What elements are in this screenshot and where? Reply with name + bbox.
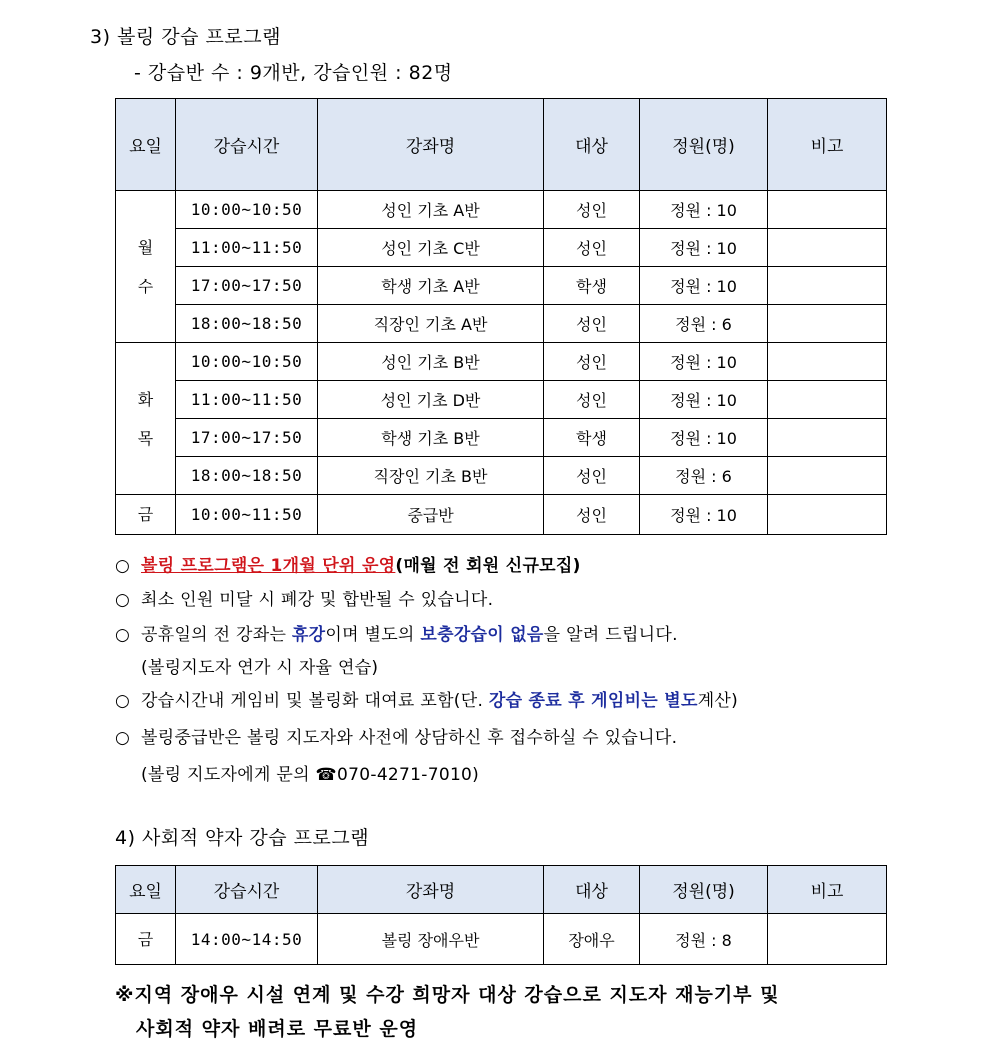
table-row [116, 914, 887, 965]
note-cell [768, 343, 887, 381]
phone-number: 070-4271-7010) [337, 765, 480, 785]
note-1-red: 볼링 프로그램은 1개월 단위 운영 [141, 556, 396, 576]
target-cell: 학생 [544, 419, 640, 457]
header-day: 요일 [116, 99, 176, 191]
header-capacity: 정원(명) [640, 866, 768, 914]
section4-title: 4) 사회적 약자 강습 프로그램 [115, 827, 370, 849]
capacity-cell: 정원 : 10 [640, 419, 768, 457]
note-3-sub: (볼링지도자 연가 시 자율 연습) [141, 658, 379, 678]
course-cell: 학생 기초 B반 [318, 419, 544, 457]
capacity-cell: 정원 : 10 [640, 191, 768, 229]
course-cell: 중급반 [318, 495, 544, 535]
target-cell: 성인 [544, 191, 640, 229]
footer-line-1: ※지역 장애우 시설 연계 및 수강 희망자 대상 강습으로 지도자 재능기부 및 [115, 984, 780, 1006]
header-target: 대상 [544, 99, 640, 191]
note-5-sub [141, 760, 479, 785]
target-cell: 학생 [544, 267, 640, 305]
header-target: 대상 [544, 866, 640, 914]
note-1-bold: (매월 전 회원 신규모집) [395, 556, 581, 576]
day-cell: 금 [116, 914, 176, 965]
note-5-text: 볼링중급반은 볼링 지도자와 사전에 상담하신 후 접수하실 수 있습니다. [141, 728, 678, 748]
target-cell: 성인 [544, 229, 640, 267]
note-3-text-c: 이며 별도의 [325, 625, 421, 645]
bullet-icon: ○ [115, 691, 131, 711]
course-cell: 성인 기초 C반 [318, 229, 544, 267]
note-3 [115, 620, 678, 645]
table-row [116, 457, 887, 495]
target-cell: 성인 [544, 495, 640, 535]
time-cell: 10:00~10:50 [176, 191, 318, 229]
header-course: 강좌명 [318, 99, 544, 191]
note-3-text-a: 공휴일의 전 강좌는 [141, 625, 292, 645]
table-header-row [116, 866, 887, 914]
note-5 [115, 723, 677, 748]
note-cell [768, 229, 887, 267]
table-row [116, 381, 887, 419]
capacity-cell: 정원 : 10 [640, 267, 768, 305]
note-cell [768, 419, 887, 457]
note-5-sub-text: (볼링 지도자에게 문의 [141, 765, 316, 785]
capacity-cell: 정원 : 10 [640, 343, 768, 381]
note-3-no-makeup: 보충강습이 없음 [420, 625, 544, 645]
note-cell [768, 191, 887, 229]
note-3-text-e: 을 알려 드립니다. [543, 625, 678, 645]
note-cell [768, 267, 887, 305]
special-program-table [115, 865, 887, 965]
bullet-icon: ○ [115, 556, 131, 576]
target-cell: 성인 [544, 381, 640, 419]
table-row [116, 267, 887, 305]
time-cell: 10:00~11:50 [176, 495, 318, 535]
section3-subtitle: - 강습반 수 : 9개반, 강습인원 : 82명 [134, 62, 453, 84]
course-cell: 볼링 장애우반 [318, 914, 544, 965]
course-cell: 성인 기초 B반 [318, 343, 544, 381]
bowling-schedule-table [115, 98, 887, 535]
day-cell: 금 [116, 495, 176, 535]
time-cell: 10:00~10:50 [176, 343, 318, 381]
note-cell [768, 305, 887, 343]
day-cell: 화 목 [116, 343, 176, 495]
course-cell: 성인 기초 D반 [318, 381, 544, 419]
target-cell: 성인 [544, 457, 640, 495]
time-cell: 11:00~11:50 [176, 229, 318, 267]
note-1 [115, 551, 581, 576]
note-cell [768, 495, 887, 535]
note-cell [768, 457, 887, 495]
course-cell: 학생 기초 A반 [318, 267, 544, 305]
note-4-extra-fee: 강습 종료 후 게임비는 별도 [488, 691, 698, 711]
header-time: 강습시간 [176, 99, 318, 191]
header-day: 요일 [116, 866, 176, 914]
bullet-icon: ○ [115, 728, 131, 748]
time-cell: 18:00~18:50 [176, 305, 318, 343]
bullet-icon: ○ [115, 590, 131, 610]
table-row [116, 343, 887, 381]
table-row [116, 495, 887, 535]
target-cell: 성인 [544, 343, 640, 381]
capacity-cell: 정원 : 10 [640, 229, 768, 267]
time-cell: 18:00~18:50 [176, 457, 318, 495]
note-4-text-a: 강습시간내 게임비 및 볼링화 대여료 포함(단. [141, 691, 489, 711]
time-cell: 17:00~17:50 [176, 267, 318, 305]
note-4 [115, 686, 738, 711]
table-row [116, 305, 887, 343]
table-row [116, 191, 887, 229]
header-note: 비고 [768, 99, 887, 191]
time-cell: 11:00~11:50 [176, 381, 318, 419]
day-cell: 월 수 [116, 191, 176, 343]
header-time: 강습시간 [176, 866, 318, 914]
capacity-cell: 정원 : 10 [640, 495, 768, 535]
section3-title: 3) 볼링 강습 프로그램 [90, 26, 281, 48]
header-course: 강좌명 [318, 866, 544, 914]
capacity-cell: 정원 : 8 [640, 914, 768, 965]
target-cell: 성인 [544, 305, 640, 343]
course-cell: 성인 기초 A반 [318, 191, 544, 229]
table-row [116, 229, 887, 267]
table-header-row [116, 99, 887, 191]
bullet-icon: ○ [115, 625, 131, 645]
phone-icon: ☎ [315, 765, 338, 785]
time-cell: 17:00~17:50 [176, 419, 318, 457]
target-cell: 장애우 [544, 914, 640, 965]
note-2-text: 최소 인원 미달 시 폐강 및 합반될 수 있습니다. [141, 590, 494, 610]
note-2 [115, 585, 493, 610]
note-3-holiday: 휴강 [291, 625, 326, 645]
note-cell [768, 381, 887, 419]
table-row [116, 419, 887, 457]
note-cell [768, 914, 887, 965]
header-note: 비고 [768, 866, 887, 914]
header-capacity: 정원(명) [640, 99, 768, 191]
course-cell: 직장인 기초 B반 [318, 457, 544, 495]
footer-line-2: 사회적 약자 배려로 무료반 운영 [136, 1018, 419, 1040]
capacity-cell: 정원 : 10 [640, 381, 768, 419]
note-4-text-c: 계산) [697, 691, 739, 711]
course-cell: 직장인 기초 A반 [318, 305, 544, 343]
capacity-cell: 정원 : 6 [640, 305, 768, 343]
capacity-cell: 정원 : 6 [640, 457, 768, 495]
time-cell: 14:00~14:50 [176, 914, 318, 965]
